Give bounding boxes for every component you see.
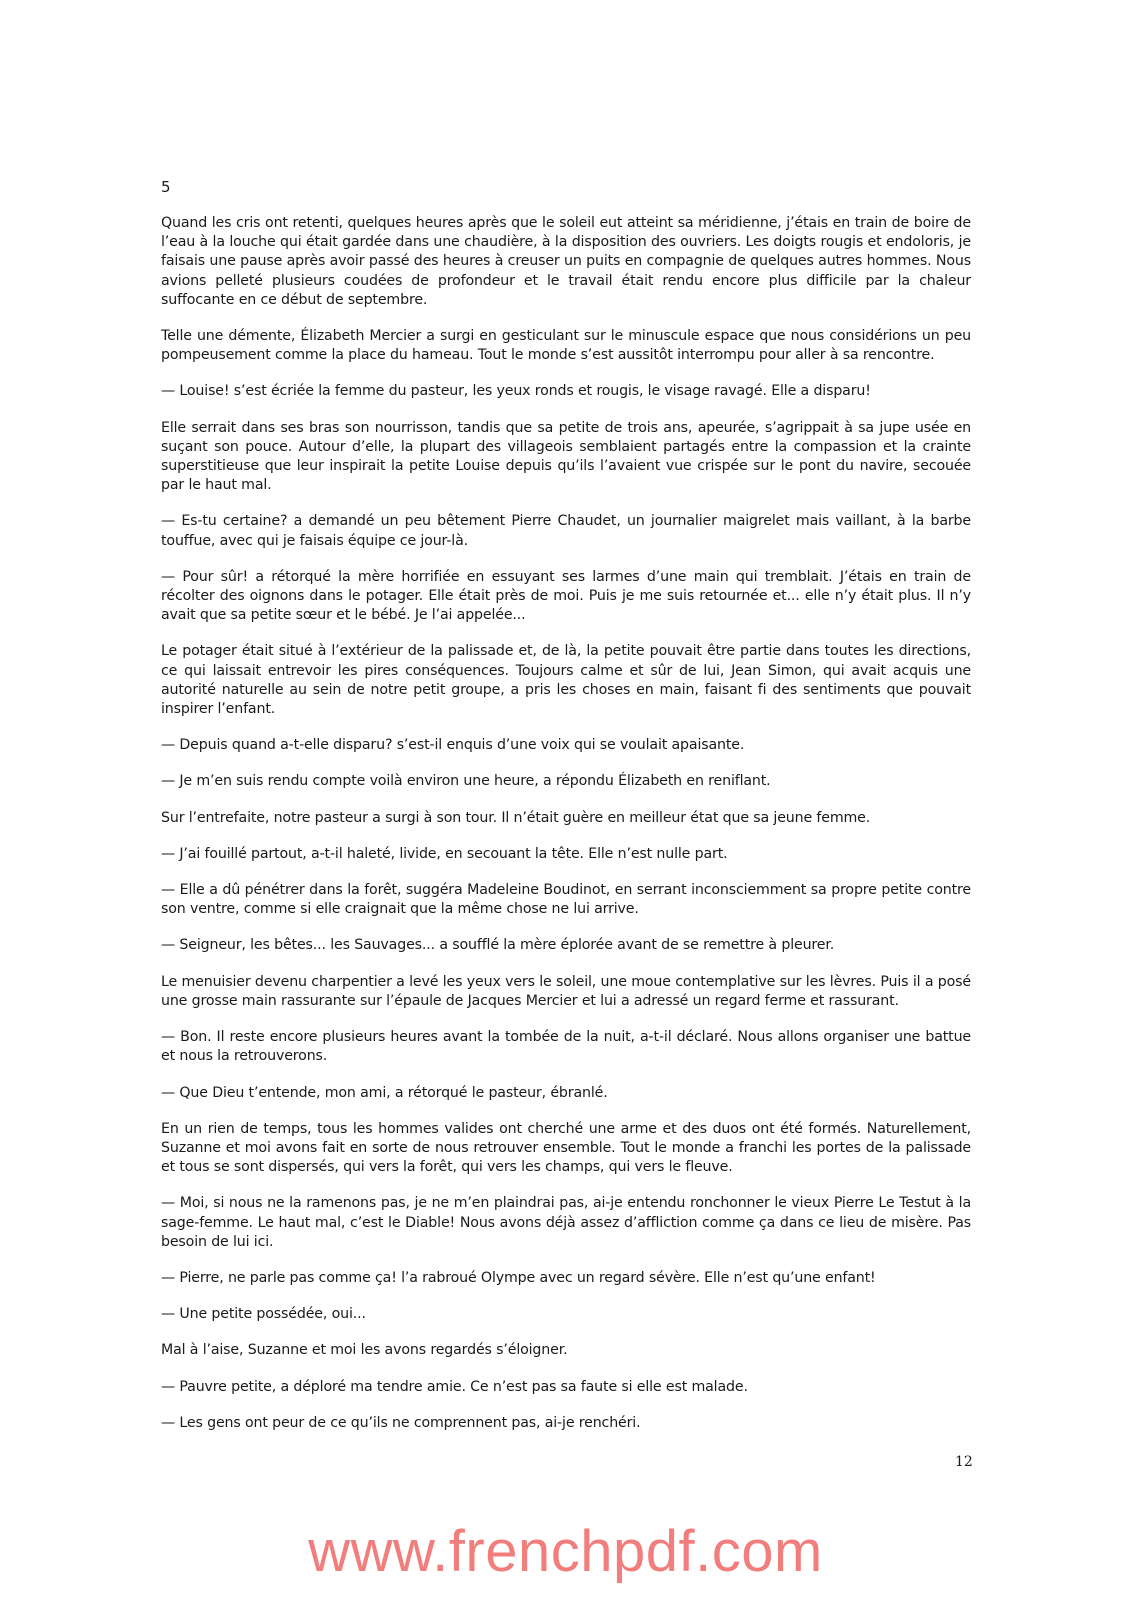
page-number: 12: [955, 1454, 973, 1470]
paragraph: Mal à l’aise, Suzanne et moi les avons regardés s’éloigner.: [161, 1342, 568, 1359]
paragraph: — Louise! s’est écriée la femme du pasteur, les yeux ronds et rougis, le visage ravagé. Elle a disparu!: [161, 383, 871, 400]
paragraph: — Bon. Il reste encore plusieurs heures avant la tombée de la nuit, a-t-il déclaré. Nous allons organiser une battue et nous la retrouverons.: [161, 1029, 971, 1065]
paragraph: — Pour sûr! a rétorqué la mère horrifiée en essuyant ses larmes d’une main qui tremblait. J’étais en train de récolter des oignons dans le potager. Elle était près de moi. Puis je me suis retournée et... elle n’y était plus. Il n’y avait que sa petite sœur et le bébé. Je l’ai appelée...: [161, 568, 971, 624]
paragraph: — Pierre, ne parle pas comme ça! l’a rabroué Olympe avec un regard sévère. Elle n’est qu’une enfant!: [161, 1269, 876, 1286]
paragraph: Elle serrait dans ses bras son nourrisson, tandis que sa petite de trois ans, apeurée, s’agrippait à sa jupe usée en suçant son pouce. Autour d’elle, la plupart des villageois semblaient partagés entre la compassion et la crainte superstitieuse que leur inspirait la petite Louise depuis qu’ils l’avaient vue crispée sur le pont du navire, secouée par le haut mal.: [161, 419, 971, 494]
paragraph: — Pauvre petite, a déploré ma tendre amie. Ce n’est pas sa faute si elle est malade.: [161, 1378, 748, 1395]
paragraph: — Une petite possédée, oui...: [161, 1306, 366, 1323]
paragraph: En un rien de temps, tous les hommes valides ont cherché une arme et des duos ont été formés. Naturellement, Suzanne et moi avons fait en sorte de nous retrouver ensemble. Tout le monde a franchi les portes de la palissade et tous se sont dispersés, qui vers la forêt, qui vers les champs, qui vers le fleuve.: [161, 1120, 971, 1176]
paragraph: Le menuisier devenu charpentier a levé les yeux vers le soleil, une moue contemplative sur les lèvres. Puis il a posé une grosse main rassurante sur l’épaule de Jacques Mercier et lui a adressé un regard ferme et rassurant.: [161, 973, 971, 1009]
paragraph: — Je m’en suis rendu compte voilà environ une heure, a répondu Élizabeth en reniflant.: [161, 773, 771, 790]
paragraph: — Elle a dû pénétrer dans la forêt, suggéra Madeleine Boudinot, en serrant inconsciemment sa propre petite contre son ventre, comme si elle craignait que la même chose ne lui arrive.: [161, 882, 971, 918]
chapter-number: 5: [161, 178, 171, 196]
paragraph: — Moi, si nous ne la ramenons pas, je ne m’en plaindrai pas, ai-je entendu ronchonner le vieux Pierre Le Testut à la sage-femme. Le haut mal, c’est le Diable! Nous avons déjà assez d’affliction comme ça dans ce lieu de misère. Pas besoin de lui ici.: [161, 1195, 971, 1250]
watermark-url: www.frenchpdf.com: [308, 1519, 823, 1584]
paragraph: Sur l’entrefaite, notre pasteur a surgi à son tour. Il n’était guère en meilleur état que sa jeune femme.: [161, 809, 871, 826]
paragraph: — J’ai fouillé partout, a-t-il haleté, livide, en secouant la tête. Elle n’est nulle part.: [161, 845, 728, 862]
paragraph: Le potager était situé à l’extérieur de la palissade et, de là, la petite pouvait être partie dans toutes les directions, ce qui laissait entrevoir les pires conséquences. Toujours calme et sûr de lui, Jean Simon, qui avait acquis une autorité naturelle au sein de notre petit groupe, a pris les choses en main, faisant fi des sentiments que pouvait inspirer l’enfant.: [161, 643, 971, 718]
paragraph: — Seigneur, les bêtes... les Sauvages... a soufflé la mère éplorée avant de se remettre à pleurer.: [161, 937, 835, 954]
paragraph: — Les gens ont peur de ce qu’ils ne comprennent pas, ai-je renchéri.: [161, 1414, 641, 1431]
paragraph: — Que Dieu t’entende, mon ami, a rétorqué le pasteur, ébranlé.: [161, 1084, 608, 1101]
paragraph: Quand les cris ont retenti, quelques heures après que le soleil eut atteint sa méridienne, j’étais en train de boire de l’eau à la louche qui était gardée dans une chaudière, à la disposition des ouvriers. Les doigts rougis et endoloris, je faisais une pause après avoir passé des heures à creuser un puits en compagnie de quelques autres hommes. Nous avions pelleté plusieurs coudées de profondeur et le travail était rendu encore plus difficile par la chaleur suffocante en ce début de septembre.: [161, 215, 971, 308]
paragraph: — Es-tu certaine? a demandé un peu bêtement Pierre Chaudet, un journalier maigrelet mais vaillant, à la barbe touffue, avec qui je faisais équipe ce jour-là.: [161, 513, 971, 549]
paragraph: — Depuis quand a-t-elle disparu? s’est-il enquis d’une voix qui se voulait apaisante.: [161, 737, 745, 754]
paragraph: Telle une démente, Élizabeth Mercier a surgi en gesticulant sur le minuscule espace que nous considérions un peu pompeusement comme la place du hameau. Tout le monde s’est aussitôt interrompu pour aller à sa rencontre.: [161, 328, 971, 364]
document-body: [161, 214, 971, 1450]
